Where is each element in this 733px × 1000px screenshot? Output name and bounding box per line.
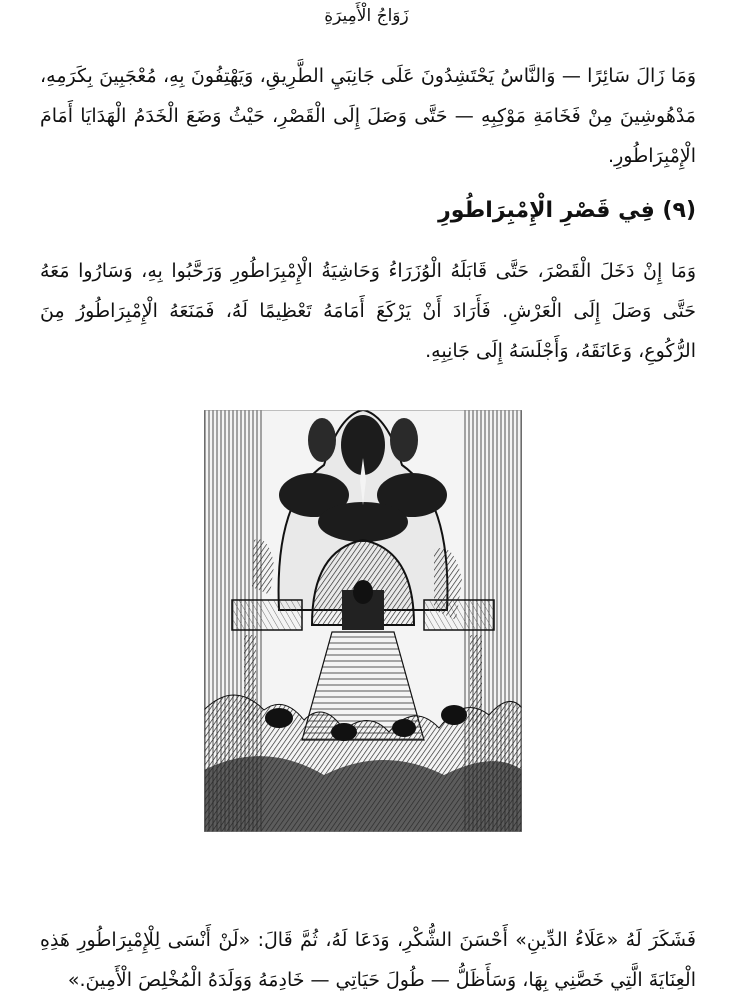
palace-engraving-illustration xyxy=(204,410,522,832)
paragraph-3: فَشَكَرَ لَهُ «عَلَاءُ الدِّينِ» أَحْسَنَ الشُّكْرِ، وَدَعَا لَهُ، ثُمَّ قَالَ: «لَنْ أَنْسَى لِلْإِمْبِرَاطُورِ هَذِهِ الْعِنَايَةَ الَّتِي خَصَّنِي بِهَا، وَسَأَظَلُّ — طُولَ حَيَاتِي — خَادِمَهُ وَوَلَدَهُ الْمُخْلِصَ الْأَمِينَ.» xyxy=(40,929,696,991)
running-head: زَوَاجُ الْأَمِيرَةِ xyxy=(324,6,409,26)
paragraph-2: وَمَا إِنْ دَخَلَ الْقَصْرَ، حَتَّى قَابَلَهُ الْوُزَرَاءُ وَحَاشِيَةُ الْإِمْبِرَاطُورِ وَرَحَّبُوا بِهِ، وَسَارُوا مَعَهُ حَتَّى وَصَلَ إِلَى الْعَرْشِ. فَأَرَادَ أَنْ يَرْكَعَ أَمَامَهُ تَعْظِيمًا لَهُ، فَمَنَعَهُ الْإِمْبِرَاطُورُ مِنَ الرُّكُوعِ، وَعَانَقَهُ، وَأَجْلَسَهُ إِلَى جَانِبِهِ. xyxy=(40,260,696,362)
paragraph-1: وَمَا زَالَ سَائِرًا — وَالنَّاسُ يَحْتَشِدُونَ عَلَى جَانِبَيِ الطَّرِيقِ، وَيَهْتِفُونَ بِهِ، مُعْجَبِينَ بِكَرَمِهِ، مَدْهُوشِينَ مِنْ فَخَامَةِ مَوْكِبِهِ — حَتَّى وَصَلَ إِلَى الْقَصْرِ، حَيْثُ وَضَعَ الْخَدَمُ الْهَدَايَا أَمَامَ الْإِمْبِرَاطُورِ. xyxy=(40,65,696,167)
section-heading: (٩) فِي قَصْرِ الْإِمْبِرَاطُورِ xyxy=(438,198,696,223)
